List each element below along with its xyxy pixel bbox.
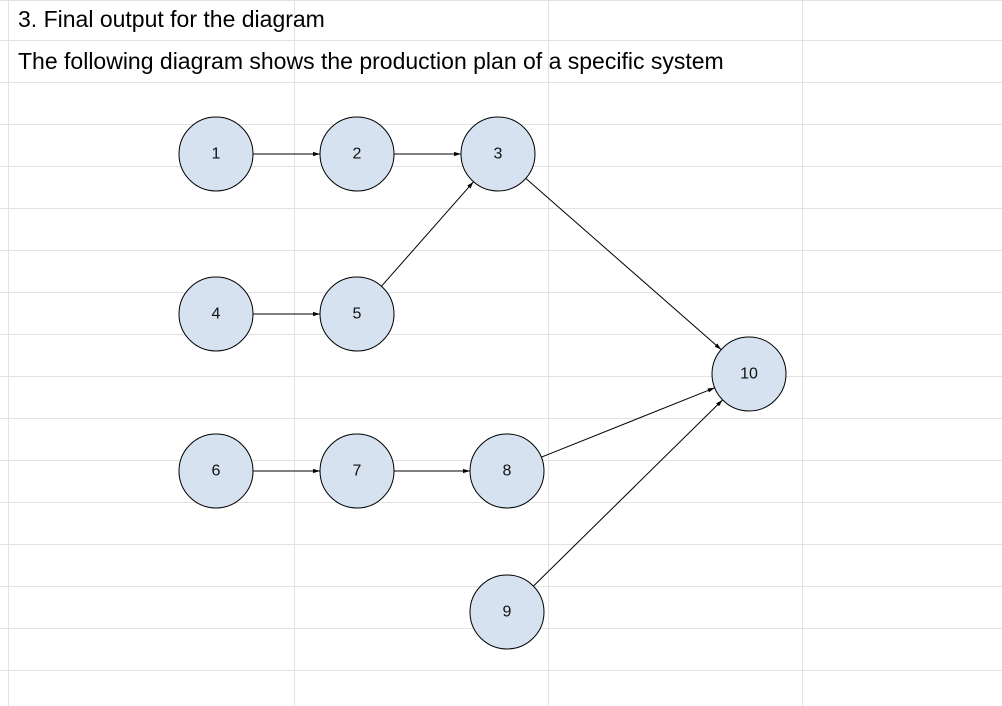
nodes-layer: [179, 117, 786, 649]
node-label: 6: [211, 462, 221, 480]
edge-3-to-10[interactable]: [526, 178, 721, 349]
node-label: 8: [502, 462, 512, 480]
heading-cell[interactable]: 3. Final output for the diagram: [18, 6, 325, 32]
node-label: 3: [493, 145, 503, 163]
node-label: 9: [502, 603, 512, 621]
subheading-cell[interactable]: The following diagram shows the production plan of a specific system: [18, 48, 724, 74]
node-2[interactable]: [320, 117, 394, 191]
edge-9-to-10[interactable]: [533, 400, 722, 586]
node-label: 7: [352, 462, 362, 480]
edge-8-to-10[interactable]: [541, 388, 714, 457]
edge-5-to-3[interactable]: [382, 182, 474, 286]
node-7[interactable]: [320, 434, 394, 508]
node-5[interactable]: [320, 277, 394, 351]
node-3[interactable]: [461, 117, 535, 191]
node-label: 1: [211, 145, 221, 163]
node-label: 4: [211, 305, 221, 323]
node-9[interactable]: [470, 575, 544, 649]
node-10[interactable]: [712, 337, 786, 411]
node-4[interactable]: [179, 277, 253, 351]
node-label: 5: [352, 305, 362, 323]
node-8[interactable]: [470, 434, 544, 508]
node-label: 10: [740, 365, 758, 383]
node-6[interactable]: [179, 434, 253, 508]
node-1[interactable]: [179, 117, 253, 191]
edges-layer: [253, 154, 723, 586]
node-label: 2: [352, 145, 362, 163]
